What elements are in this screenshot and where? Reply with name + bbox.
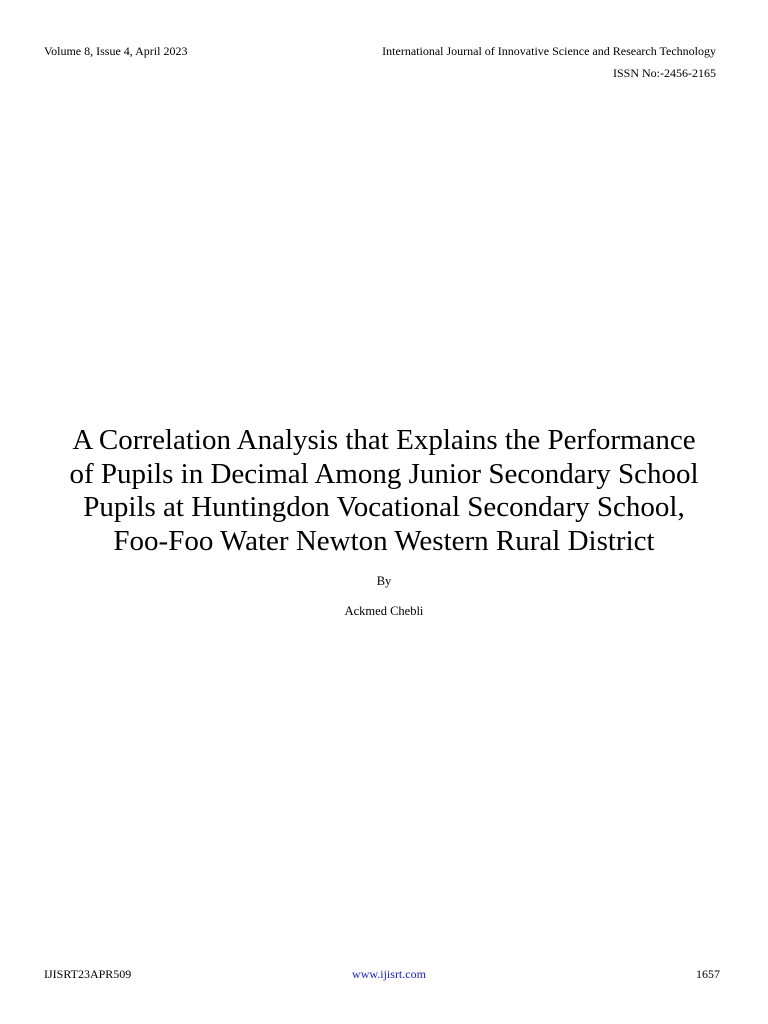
author-name: Ackmed Chebli bbox=[344, 604, 424, 618]
header-volume-issue: Volume 8, Issue 4, April 2023 bbox=[44, 44, 188, 58]
footer-page-number: 1657 bbox=[696, 967, 720, 981]
footer-website-link[interactable]: www.ijisrt.com bbox=[352, 967, 426, 981]
title-line: Foo-Foo Water Newton Western Rural District bbox=[113, 524, 655, 557]
title-line: Pupils at Huntingdon Vocational Secondary School, bbox=[83, 491, 685, 523]
title-line: of Pupils in Decimal Among Junior Secondary School bbox=[69, 457, 699, 490]
footer-paper-id: IJISRT23APR509 bbox=[44, 967, 132, 981]
header-issn: ISSN No:-2456-2165 bbox=[612, 66, 716, 80]
header-journal-name: International Journal of Innovative Science and Research Technology bbox=[382, 44, 716, 58]
paper-title bbox=[30, 424, 738, 558]
by-label: By bbox=[376, 574, 392, 588]
title-line: A Correlation Analysis that Explains the Performance bbox=[72, 424, 696, 456]
